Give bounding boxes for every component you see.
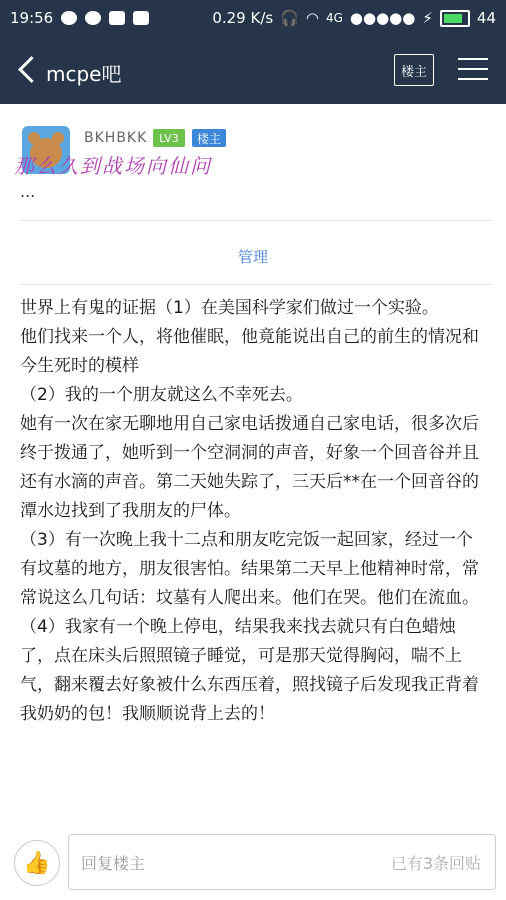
thumbs-up-icon[interactable]: 👍 xyxy=(14,840,60,886)
post-paragraph: （3）有一次晚上我十二点和朋友吃完饭一起回家，经过一个有坟墓的地方，朋友很害怕。结果第二天早上他精神时常，常常说这么几句话：坟墓有人爬出来。他们在哭。他们在流血。 xyxy=(20,530,479,608)
only-owner-button[interactable]: 楼主 xyxy=(394,54,434,86)
post-paragraph: （2）我的一个朋友就这么不幸死去。 xyxy=(20,385,303,405)
post-body xyxy=(20,294,482,729)
post-paragraph: 他们找来一个人，将他催眠，他竟能说出自己的前生的情况和今生死时的模样 xyxy=(20,327,479,376)
back-arrow-icon[interactable] xyxy=(14,54,42,86)
battery-level: 44 xyxy=(476,9,496,27)
notification-icon xyxy=(109,11,125,25)
menu-icon[interactable] xyxy=(458,56,488,82)
reply-input[interactable] xyxy=(68,834,496,890)
status-bar xyxy=(0,0,506,36)
battery-icon xyxy=(440,10,470,27)
network-speed: 0.29 K/s xyxy=(212,9,274,27)
more-ellipsis: ... xyxy=(20,182,36,201)
post-paragraph: 世界上有鬼的证据（1）在美国科学家们做过一个实验。 xyxy=(20,298,439,318)
reply-placeholder: 回复楼主 xyxy=(81,854,146,873)
reply-bar xyxy=(0,828,506,900)
username[interactable]: BKHBKK xyxy=(84,130,148,146)
user-tagline: 那么久到战场向仙问 xyxy=(14,154,212,178)
divider xyxy=(20,220,492,221)
reply-count: 已有3条回贴 xyxy=(390,854,481,873)
post-paragraph: 她有一次在家无聊地用自己家电话拨通自己家电话，很多次后终于拨通了，她听到一个空洞洞的声音，好象一个回音谷并且还有水滴的声音。第二天她失踪了，三天后**在一个回音谷的潭水边找到了我朋友的尸体。 xyxy=(20,414,479,521)
charging-icon: ⚡ xyxy=(422,9,433,27)
divider xyxy=(20,284,492,285)
owner-badge: 楼主 xyxy=(192,129,226,147)
status-time: 19:56 xyxy=(10,9,54,27)
wifi-icon: ◠ xyxy=(305,9,319,27)
signal-icon: ●●●●● xyxy=(349,9,416,27)
app-header xyxy=(0,36,506,104)
forum-title: mcpe吧 xyxy=(46,62,122,86)
post-paragraph: （4）我家有一个晚上停电，结果我来找去就只有白色蜡烛了，点在床头后照照镜子睡觉，可是那天觉得胸闷，喘不上气，翻来覆去好象被什么东西压着，照找镜子后发现我正背着我奶奶的包！我顺顺说背上去的！ xyxy=(20,617,479,724)
notification-icon-2 xyxy=(133,11,149,25)
level-badge: LV3 xyxy=(153,129,185,147)
headphone-icon: 🎧 xyxy=(280,9,299,27)
post-card xyxy=(0,104,506,900)
k-app-icon xyxy=(85,11,101,25)
chat-icon xyxy=(61,11,77,25)
manage-link[interactable]: 管理 xyxy=(237,248,268,266)
network-type: 4G xyxy=(325,11,343,25)
